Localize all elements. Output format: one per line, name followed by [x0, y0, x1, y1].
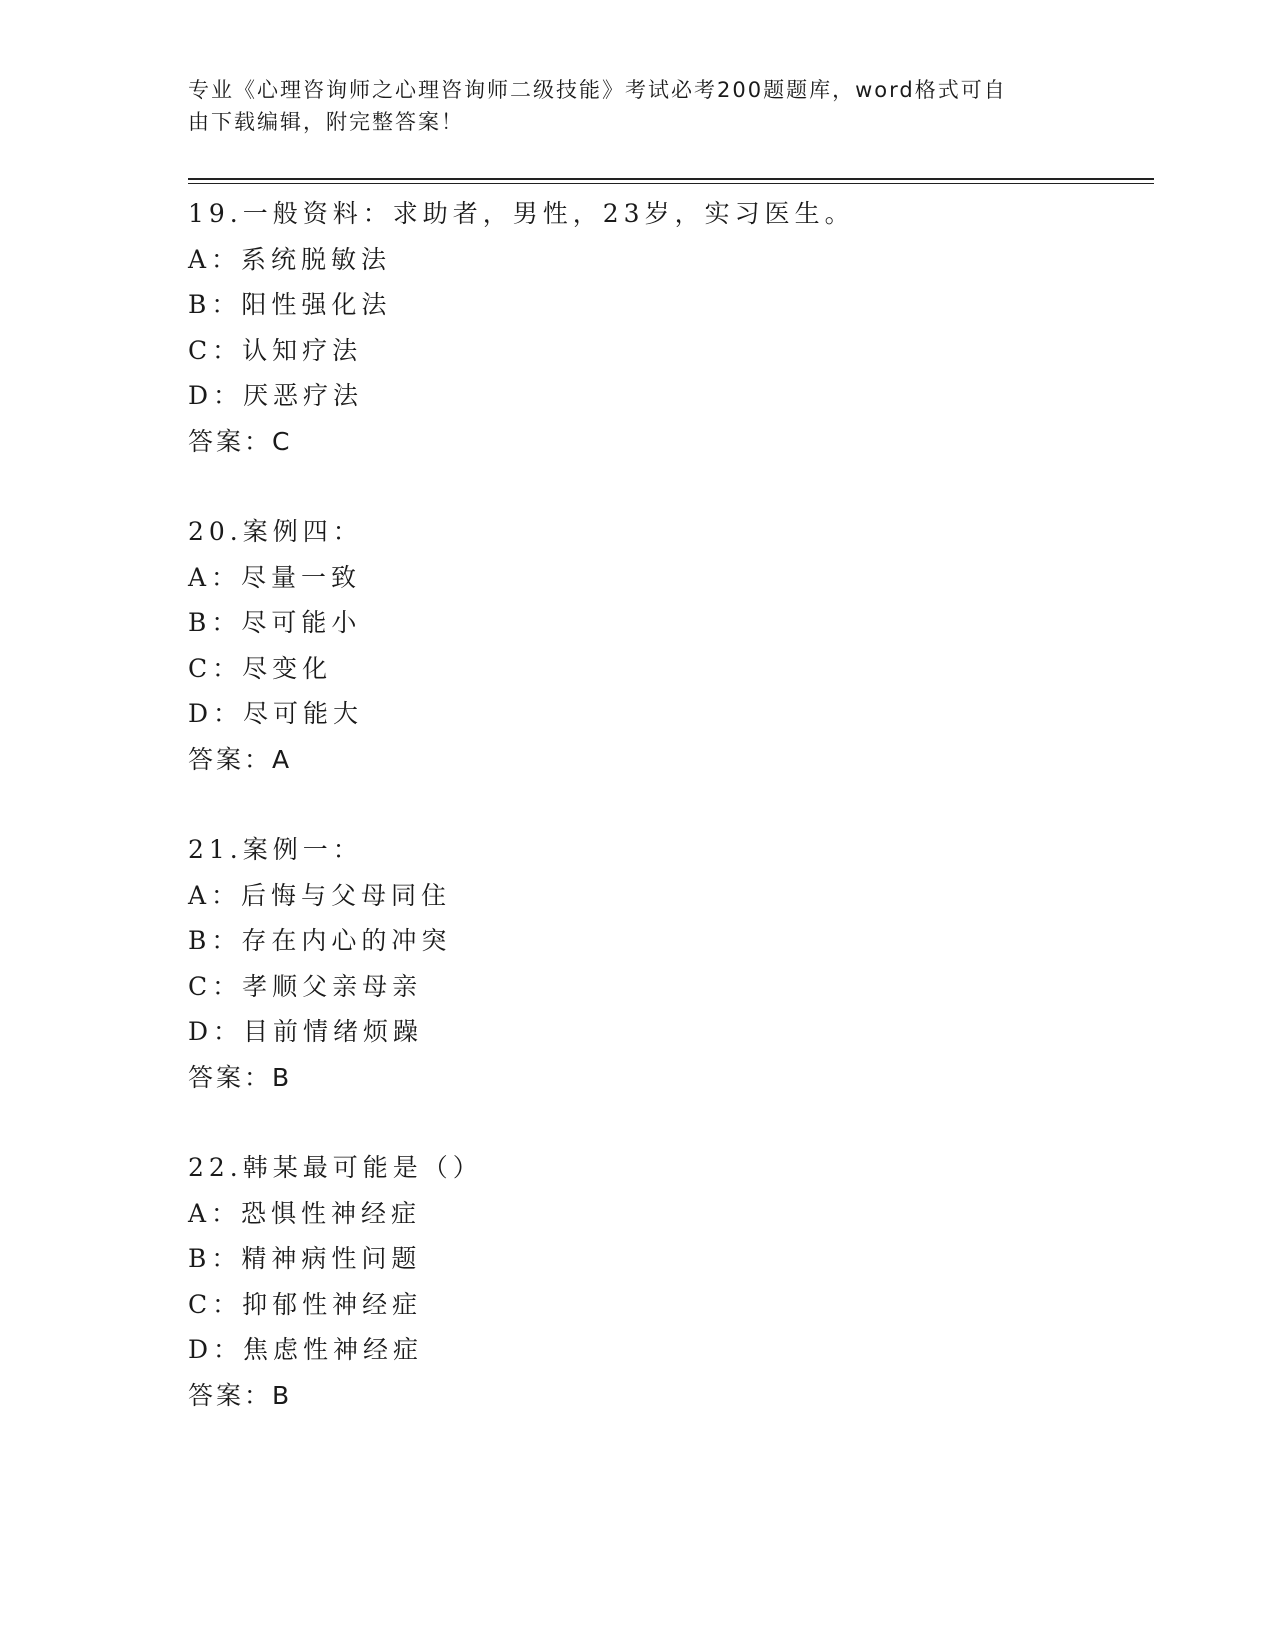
header-divider-thick [188, 178, 1154, 180]
question-list [188, 191, 1148, 1463]
option-b: B：阳性强化法 [188, 290, 392, 319]
option-a: A：后悔与父母同住 [188, 880, 452, 910]
option-c: C：孝顺父亲母亲 [188, 971, 423, 1001]
question-item [188, 827, 1148, 1100]
header-line-2: 由下载编辑，附完整答案！ [188, 110, 464, 134]
question-stem: 20.案例四： [188, 517, 363, 546]
option-b: B：精神病性问题 [188, 1244, 422, 1273]
option-a: A：系统脱敏法 [188, 244, 392, 274]
option-a: A：恐惧性神经症 [188, 1198, 422, 1228]
option-c: C：认知疗法 [188, 335, 363, 365]
answer: 答案：B [188, 1380, 293, 1410]
question-stem: 19.一般资料：求助者，男性，23岁，实习医生。 [188, 199, 855, 228]
header-divider-thin [188, 183, 1154, 184]
answer: 答案：A [188, 744, 293, 774]
option-a: A：尽量一致 [188, 562, 362, 592]
header-line-1: 专业《心理咨询师之心理咨询师二级技能》考试必考200题题库，word格式可自 [188, 78, 1007, 102]
answer: 答案：B [188, 1062, 293, 1092]
question-stem: 22.韩某最可能是（） [188, 1153, 483, 1182]
option-d: D：尽可能大 [188, 699, 364, 728]
option-d: D：厌恶疗法 [188, 381, 364, 410]
option-b: B：尽可能小 [188, 608, 362, 637]
question-item [188, 1145, 1148, 1418]
question-item [188, 509, 1148, 782]
option-b: B：存在内心的冲突 [188, 926, 452, 955]
option-d: D：焦虑性神经症 [188, 1335, 424, 1364]
question-stem: 21.案例一： [188, 835, 363, 864]
answer: 答案：C [188, 426, 293, 456]
document-header [188, 74, 1068, 138]
option-c: C：尽变化 [188, 653, 333, 683]
question-item [188, 191, 1148, 464]
option-c: C：抑郁性神经症 [188, 1289, 423, 1319]
option-d: D：目前情绪烦躁 [188, 1017, 424, 1046]
